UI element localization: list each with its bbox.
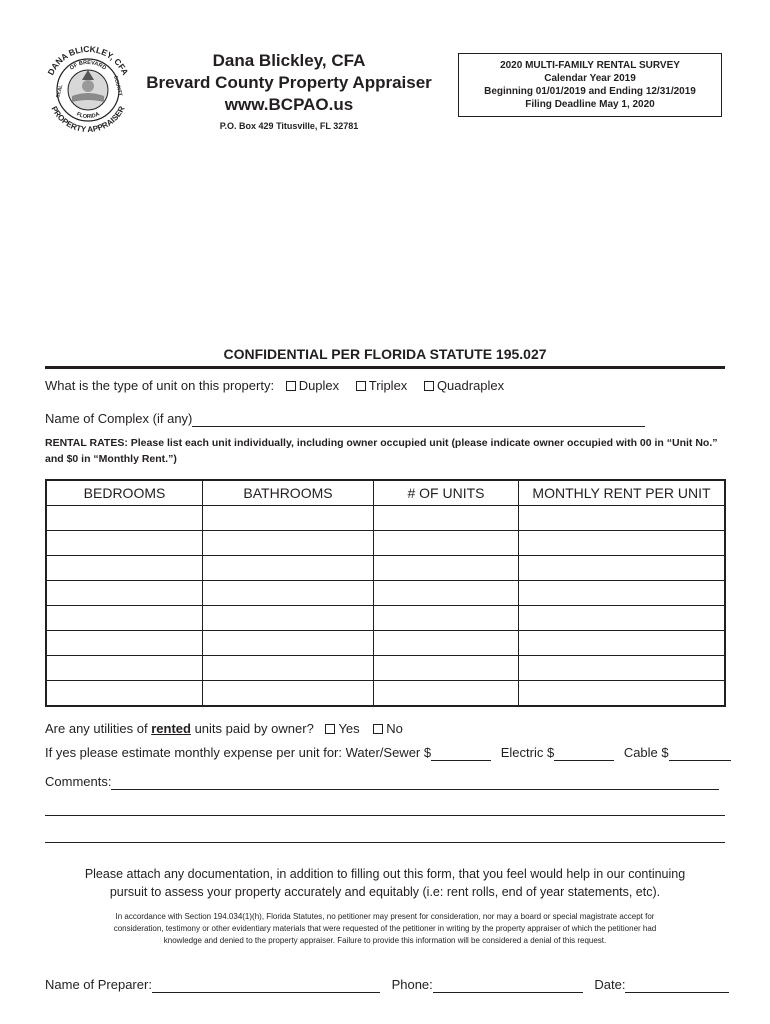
bedrooms-cell[interactable] [46,581,203,606]
monthly-rent-cell[interactable] [519,656,726,681]
seal-inner-bottom-text: FLORIDA [75,111,101,121]
seal-inner-left-text: SEAL [55,84,65,99]
duplex-label: Duplex [298,378,340,393]
bathrooms-cell[interactable] [203,656,374,681]
attachment-note-line2: pursuit to assess your property accurately and equitably (i.e: rent rolls, end of year statements, etc). [109,885,661,899]
units-cell[interactable] [374,606,519,631]
date-label: Date: [594,977,626,992]
water-sewer-field[interactable] [431,747,491,761]
preparer-row [45,977,729,993]
seal-inner-top-text: OF BREVARD [68,59,108,72]
units-cell[interactable] [374,581,519,606]
bathrooms-cell[interactable] [203,506,374,531]
bathrooms-cell[interactable] [203,631,374,656]
bathrooms-cell[interactable] [203,556,374,581]
table-row [46,531,725,556]
cable-field[interactable] [669,747,731,761]
table-row [46,631,725,656]
header-block [138,50,440,134]
bedrooms-header: BEDROOMS [46,480,203,506]
monthly-rent-cell[interactable] [519,581,726,606]
date-field[interactable] [625,979,729,993]
phone-field[interactable] [433,979,583,993]
bathrooms-cell[interactable] [203,581,374,606]
monthly-rent-cell[interactable] [519,606,726,631]
table-row [46,581,725,606]
monthly-rent-cell[interactable] [519,506,726,531]
statute-fine-print [50,911,720,947]
utilities-question-emph: rented [151,721,191,736]
triplex-label: Triplex [368,378,408,393]
bedrooms-cell[interactable] [46,531,203,556]
utilities-no-label: No [386,721,403,736]
utilities-no-checkbox[interactable] [373,724,383,734]
bathrooms-header: BATHROOMS [203,480,374,506]
units-cell[interactable] [374,681,519,707]
complex-name-field[interactable] [192,413,645,427]
unit-type-row [45,378,504,394]
fine-print-line1: In accordance with Section 194.034(1)(h), Florida Statutes, no petitioner may present for consideration, nor may a board or special magistrate accept for [115,912,655,921]
unit-type-question: What is the type of unit on this property: [45,378,275,393]
comments-field[interactable] [111,776,719,790]
survey-deadline: Filing Deadline May 1, 2020 [525,99,655,110]
utilities-question-row [45,721,403,737]
bedrooms-cell[interactable] [46,631,203,656]
bedrooms-cell[interactable] [46,681,203,707]
rental-note-line2: and $0 in “Monthly Rent.”) [45,453,177,465]
bedrooms-cell[interactable] [46,656,203,681]
utilities-question-pre: Are any utilities of [45,721,152,736]
table-row [46,556,725,581]
units-cell[interactable] [374,656,519,681]
comments-row [45,774,719,790]
attachment-note-line1: Please attach any documentation, in addition to filling out this form, that you feel would help in our continuing [84,867,686,881]
phone-label: Phone: [391,977,433,992]
complex-name-row [45,411,645,427]
units-cell[interactable] [374,531,519,556]
units-cell[interactable] [374,506,519,531]
water-sewer-label: If yes please estimate monthly expense per unit for: Water/Sewer $ [45,745,432,760]
table-row [46,656,725,681]
survey-info-box [458,53,722,117]
website: www.BCPAO.us [224,95,354,114]
monthly-rent-cell[interactable] [519,681,726,707]
utilities-yes-checkbox[interactable] [325,724,335,734]
electric-label: Electric $ [500,745,555,760]
bathrooms-cell[interactable] [203,681,374,707]
duplex-checkbox[interactable] [286,381,296,391]
utilities-yes-label: Yes [338,721,360,736]
table-row [46,606,725,631]
monthly-rent-cell[interactable] [519,556,726,581]
bedrooms-cell[interactable] [46,606,203,631]
monthly-rent-header: MONTHLY RENT PER UNIT [519,480,726,506]
rental-note-line1: RENTAL RATES: Please list each unit individually, including owner occupied unit (please indicate owner occupied with 00 in “Unit No.” [45,437,718,449]
bedrooms-cell[interactable] [46,556,203,581]
office-name: Brevard County Property Appraiser [146,73,432,92]
bathrooms-cell[interactable] [203,606,374,631]
utilities-estimate-row [45,745,731,761]
comments-line-2[interactable] [45,815,725,816]
confidential-title: CONFIDENTIAL PER FLORIDA STATUTE 195.027 [223,346,547,362]
preparer-label: Name of Preparer: [45,977,152,992]
seal-bottom-text: PROPERTY APPRAISER [49,104,127,135]
fine-print-line2: consideration, testimony or other evidentiary materials that were requested of the petitioner in writing by the property appraiser of which the petitioner had [113,924,657,933]
table-row [46,506,725,531]
comments-label: Comments: [45,774,112,789]
appraiser-name: Dana Blickley, CFA [212,51,366,70]
units-header: # OF UNITS [374,480,519,506]
utilities-question-post: units paid by owner? [190,721,314,736]
table-row [46,681,725,707]
survey-calendar-year: Calendar Year 2019 [544,73,636,84]
quadraplex-label: Quadraplex [436,378,505,393]
quadraplex-checkbox[interactable] [424,381,434,391]
bathrooms-cell[interactable] [203,531,374,556]
rental-rates-note [45,435,735,467]
fine-print-line3: knowledge and denied to the property appraiser. Failure to provide this information will be considered a denial of this request. [163,936,607,945]
complex-name-label: Name of Complex (if any) [45,411,193,426]
rental-rates-table [45,479,726,707]
bedrooms-cell[interactable] [46,506,203,531]
rental-rates-body [46,506,725,707]
monthly-rent-cell[interactable] [519,631,726,656]
survey-period: Beginning 01/01/2019 and Ending 12/31/2019 [484,86,696,97]
seal-inner-right-text: COUNTY [112,74,124,97]
title-rule [45,366,725,369]
seal-top-text: DANA BLICKLEY, CFA [45,43,131,77]
county-seal-logo [38,40,138,140]
units-cell[interactable] [374,556,519,581]
electric-field[interactable] [554,747,614,761]
svg-text:FLORIDA [75,111,100,120]
comments-line-3[interactable] [45,842,725,843]
units-cell[interactable] [374,631,519,656]
cable-label: Cable $ [623,745,669,760]
attachment-note [60,865,710,901]
preparer-field[interactable] [152,979,380,993]
triplex-checkbox[interactable] [356,381,366,391]
mailing-address: P.O. Box 429 Titusville, FL 32781 [219,121,359,131]
survey-title: 2020 MULTI-FAMILY RENTAL SURVEY [500,60,680,71]
monthly-rent-cell[interactable] [519,531,726,556]
